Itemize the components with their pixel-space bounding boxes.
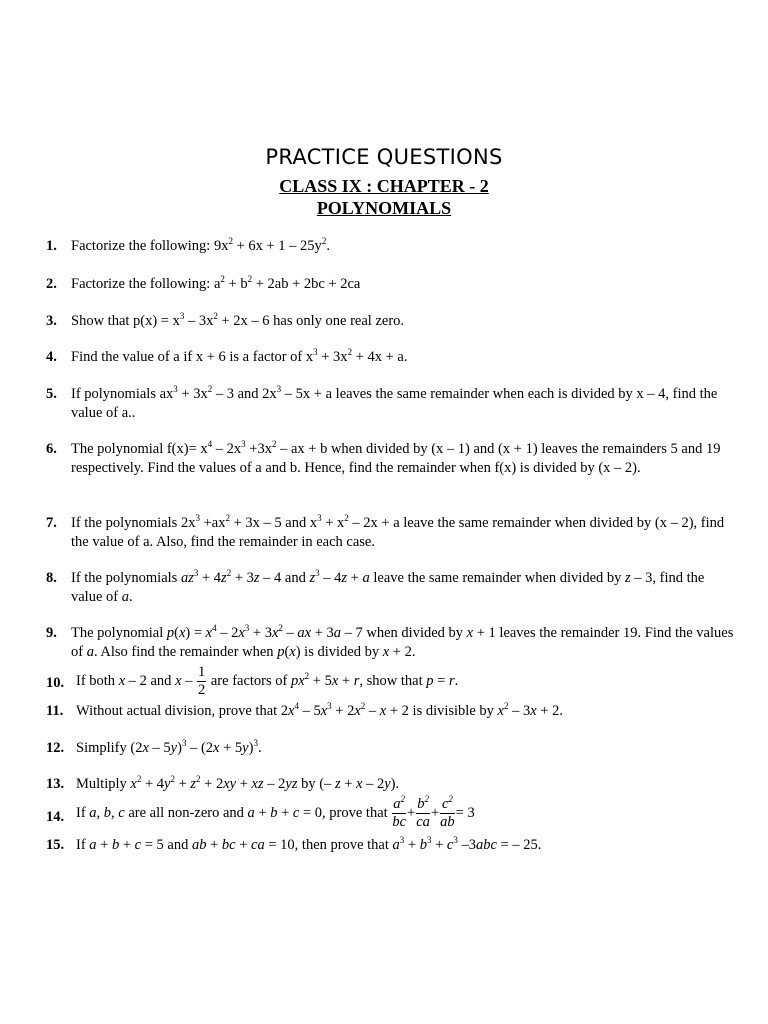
chapter-name: POLYNOMIALS bbox=[316, 198, 452, 218]
question-8 bbox=[46, 569, 736, 607]
class-chapter-heading: CLASS IX : CHAPTER - 2 bbox=[279, 176, 489, 196]
question-number: 14. bbox=[46, 809, 65, 825]
question-number: 15. bbox=[46, 837, 65, 853]
question-text: If the polynomials $az^3 + 4z^2 + 3z - 4$ and $z^3 - 4z + a$ leave the same remainder when divided by z – 3, find the value of a. bbox=[71, 568, 705, 605]
question-number: 9. bbox=[46, 625, 57, 641]
question-14 bbox=[46, 796, 736, 831]
question-text: Without actual division, prove that $2x^4 - 5x^3 + 2x^2 - x + 2$ is divisible by $x^2 - 3x + 2$. bbox=[76, 701, 563, 719]
question-6 bbox=[46, 440, 736, 478]
question-11 bbox=[46, 702, 736, 721]
question-text: Multiply $x^2 + 4y^2 + z^2 + 2xy$ + xz – 2yz by (– z + x – 2y). bbox=[76, 774, 400, 792]
question-number: 11. bbox=[46, 703, 64, 719]
question-3 bbox=[46, 312, 736, 331]
question-text: The polynomial $p(x) = x^4 - 2x^3 + 3x^2$ – ax + 3a – 7 when divided by x + 1 leaves the remainder 19. Find the values of a. Also find the remainder when p(x) is divided by x + 2. bbox=[71, 623, 734, 660]
question-text: Find the value of a if x + 6 is a factor of $x^3 + 3x^2 + 4x + a$. bbox=[71, 347, 408, 365]
question-15 bbox=[46, 836, 736, 855]
question-text: If a, b, c are all non-zero and a + b + c = 0, prove that $\frac{a^2}{bc}$ + $\frac{b^2}{ca}$ + $\frac{c^2}{ab}$ = 3 bbox=[76, 794, 475, 830]
question-12 bbox=[46, 739, 736, 758]
question-number: 1. bbox=[46, 238, 57, 254]
question-text: If the polynomials $2x^3 +ax^2 + 3x - 5$ and $x^3 + x^2 - 2x + a$ leave the same remainder when divided by (x – 2), find the value of a. Also, find the remainder in each case. bbox=[71, 513, 725, 550]
page-title: PRACTICE QUESTIONS bbox=[265, 145, 503, 169]
question-number: 8. bbox=[46, 570, 57, 586]
question-text: Show that $p(x) = x^3 - 3x^2 + 2x - 6$ has only one real zero. bbox=[71, 311, 405, 329]
question-number: 7. bbox=[46, 515, 57, 531]
question-7 bbox=[46, 514, 736, 552]
question-number: 12. bbox=[46, 740, 65, 756]
question-10 bbox=[46, 664, 736, 699]
question-number: 4. bbox=[46, 349, 57, 365]
question-4 bbox=[46, 348, 736, 367]
question-number: 13. bbox=[46, 776, 65, 792]
question-text: Factorize the following: $a^2 + b^2 + 2ab + 2bc + 2ca$ bbox=[71, 274, 361, 292]
question-text: If a + b + c = 5 and ab + bc + ca = 10, then prove that $a^3 + b^3 + c^3$ –3abc = – 25. bbox=[76, 835, 542, 853]
question-text: The polynomial $f(x)= x^4 - 2x^3 +3x^2$ – ax + b when divided by (x – 1) and (x + 1) leaves the remainders 5 and 19 respectively. Find the values of a and b. Hence, find the remainder when f(x) is divided by (x – 2). bbox=[71, 439, 721, 476]
question-number: 6. bbox=[46, 441, 57, 457]
question-text: Factorize the following: $9x^2 + 6x + 1 - 25y^2$. bbox=[71, 236, 330, 254]
question-text: If polynomials $ax^3 + 3x^2 - 3$ and $2x^3 - 5x + a$ leaves the same remainder when each is divided by x – 4, find the value of a.. bbox=[71, 384, 718, 421]
question-number: 10. bbox=[46, 675, 65, 691]
question-number: 2. bbox=[46, 276, 57, 292]
question-13 bbox=[46, 775, 736, 794]
question-number: 3. bbox=[46, 313, 57, 329]
question-2 bbox=[46, 275, 736, 294]
question-text: If both x – 2 and x – $\frac{1}{2}$ are factors of $px^2 + 5x + r$, show that p = r. bbox=[76, 664, 459, 698]
question-number: 5. bbox=[46, 386, 57, 402]
question-5 bbox=[46, 385, 736, 423]
question-9 bbox=[46, 624, 736, 662]
question-text: Simplify $(2x - 5y)^3 - (2x + 5y)^3$. bbox=[76, 738, 262, 756]
question-1 bbox=[46, 237, 736, 256]
